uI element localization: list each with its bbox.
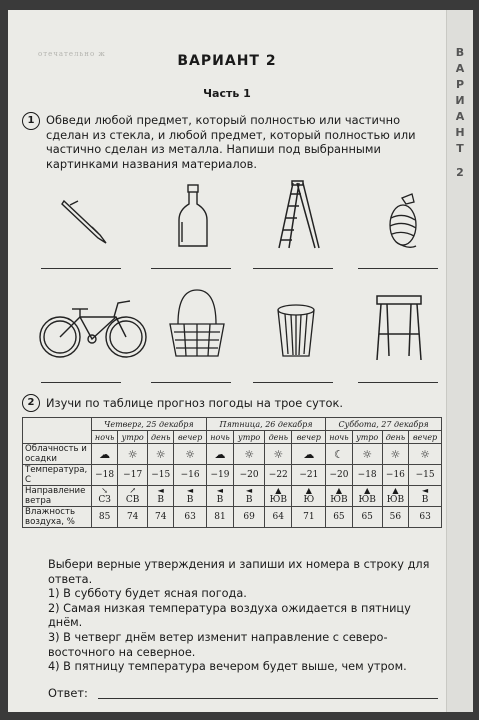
answer-line	[41, 268, 121, 269]
answer-field[interactable]	[98, 698, 438, 699]
day-header: Пятница, 26 декабря	[206, 418, 325, 431]
humidity-cell: 81	[206, 507, 233, 528]
answer-label: Ответ:	[48, 686, 88, 700]
wind-arrow-icon: ▲	[364, 486, 371, 495]
time-header: утро	[352, 431, 382, 444]
humidity-cell: 74	[148, 507, 174, 528]
wind-arrow-icon: ◄	[157, 486, 164, 495]
time-header: ночь	[326, 431, 352, 444]
answer-line	[358, 382, 438, 383]
time-header: день	[148, 431, 174, 444]
temperature-cell: −17	[118, 465, 148, 486]
wind-arrow-icon: ◄	[187, 486, 194, 495]
temperature-cell: −18	[352, 465, 382, 486]
side-letter: А	[455, 62, 465, 75]
answer-line	[151, 268, 231, 269]
time-header: вечер	[409, 431, 442, 444]
weather-table	[22, 417, 442, 528]
task-1-number: 1	[22, 112, 40, 130]
humidity-cell: 74	[118, 507, 148, 528]
weather-icon: ☼	[265, 444, 292, 465]
weather-icon: ☁	[292, 444, 326, 465]
task-2-number: 2	[22, 394, 40, 412]
wind-cell: ◄ В	[409, 486, 442, 507]
row-label: Влажность воздуха, %	[23, 507, 92, 528]
weather-icon: ☼	[382, 444, 408, 465]
trash-bin-icon	[275, 302, 317, 360]
task-1-text: Обведи любой предмет, который полностью или частично сделан из стекла, и любой предмет, который полностью или частично сделан из металла. Напиши под выбранными картинками названия материалов.	[46, 113, 416, 171]
part-title: Часть 1	[203, 87, 251, 100]
weather-icon: ☼	[234, 444, 265, 465]
humidity-cell: 63	[409, 507, 442, 528]
humidity-cell: 85	[92, 507, 118, 528]
humidity-cell: 71	[292, 507, 326, 528]
weather-icon: ☼	[409, 444, 442, 465]
side-letter: В	[455, 46, 465, 59]
side-letter: И	[455, 94, 465, 107]
humidity-cell: 69	[234, 507, 265, 528]
time-header: утро	[234, 431, 265, 444]
question-text: Выбери верные утверждения и запиши их номера в строку для ответа.	[48, 558, 430, 586]
wind-cell: ◄ В	[234, 486, 265, 507]
answer-line	[151, 382, 231, 383]
bicycle-icon	[36, 293, 151, 361]
wind-arrow-icon: ◄	[216, 486, 224, 495]
weather-icon: ☼	[352, 444, 382, 465]
temperature-cell: −16	[174, 465, 206, 486]
temperature-cell: −21	[292, 465, 326, 486]
humidity-cell: 65	[326, 507, 352, 528]
temperature-cell: −15	[409, 465, 442, 486]
temperature-cell: −22	[265, 465, 292, 486]
stool-icon	[373, 290, 425, 362]
page-title: ВАРИАНТ 2	[177, 53, 277, 69]
side-letter: А	[455, 110, 465, 123]
wind-cell: ▲ ЮВ	[352, 486, 382, 507]
humidity-cell: 56	[382, 507, 408, 528]
wind-arrow-icon: ◄	[246, 486, 253, 495]
wind-arrow-icon: ▲	[275, 486, 282, 495]
option-item: 3) В четверг днём ветер изменит направление с северо-восточного на северное.	[48, 630, 388, 659]
wind-cell: ↘ СЗ	[92, 486, 118, 507]
option-item: 1) В субботу будет ясная погода.	[48, 587, 247, 601]
row-label: Облачность и осадки	[23, 444, 92, 465]
wind-cell: ▲ ЮВ	[382, 486, 408, 507]
option-item: 2) Самая низкая температура воздуха ожидается в пятницу днём.	[48, 601, 411, 630]
wind-cell: ◄ В	[206, 486, 233, 507]
humidity-cell: 65	[352, 507, 382, 528]
temperature-cell: −20	[234, 465, 265, 486]
day-header: Суббота, 27 декабря	[326, 418, 442, 431]
time-header: ночь	[206, 431, 233, 444]
weather-icon: ☼	[174, 444, 206, 465]
wind-arrow-icon: ↘	[101, 486, 108, 495]
hose-icon	[378, 190, 428, 255]
workbook-page	[8, 10, 446, 712]
humidity-cell: 63	[174, 507, 206, 528]
wind-arrow-icon: ▲	[392, 486, 399, 495]
side-letter: 2	[456, 166, 464, 179]
day-header: Четверг, 25 декабря	[92, 418, 207, 431]
time-header: день	[265, 431, 292, 444]
time-header: вечер	[174, 431, 206, 444]
temperature-cell: −16	[382, 465, 408, 486]
weather-icon: ☾	[326, 444, 352, 465]
weather-icon: ☼	[148, 444, 174, 465]
time-header: ночь	[92, 431, 118, 444]
weather-icon: ☁	[206, 444, 233, 465]
time-header: день	[382, 431, 408, 444]
weather-icon: ☼	[118, 444, 148, 465]
wind-cell: ◄ В	[148, 486, 174, 507]
row-label: Направление ветра	[23, 486, 92, 507]
temperature-cell: −20	[326, 465, 352, 486]
task-2-intro: Изучи по таблице прогноз погоды на трое суток.	[46, 396, 344, 410]
time-header: вечер	[292, 431, 326, 444]
humidity-cell: 64	[265, 507, 292, 528]
option-item: 4) В пятницу температура вечером будет выше, чем утром.	[48, 660, 407, 674]
wind-cell: ▲ Ю	[292, 486, 326, 507]
wind-arrow-icon: ↗	[129, 486, 137, 495]
bottle-icon	[173, 182, 213, 252]
temperature-cell: −18	[92, 465, 118, 486]
pen-icon	[58, 195, 118, 250]
basket-icon	[166, 288, 228, 360]
wind-arrow-icon: ▲	[305, 486, 312, 495]
side-letter: Т	[456, 142, 464, 155]
answer-line	[358, 268, 438, 269]
wind-arrow-icon: ▲	[335, 486, 343, 495]
ladder-icon	[275, 180, 320, 252]
wind-cell: ▲ ЮВ	[326, 486, 352, 507]
answer-line	[253, 268, 333, 269]
wind-arrow-icon: ◄	[421, 486, 429, 495]
corner-cell	[23, 418, 92, 444]
wind-cell: ◄ В	[174, 486, 206, 507]
side-letter: Н	[455, 126, 465, 139]
row-label: Температура, С	[23, 465, 92, 486]
pencil-note: отечательно ж	[38, 50, 106, 58]
wind-cell: ↗ СВ	[118, 486, 148, 507]
answer-line	[41, 382, 121, 383]
weather-icon: ☁	[92, 444, 118, 465]
task-2-questions	[48, 558, 443, 675]
wind-cell: ▲ ЮВ	[265, 486, 292, 507]
temperature-cell: −19	[206, 465, 233, 486]
side-tab	[446, 10, 473, 712]
answer-line	[253, 382, 333, 383]
temperature-cell: −15	[148, 465, 174, 486]
time-header: утро	[118, 431, 148, 444]
side-letter: Р	[455, 78, 465, 91]
